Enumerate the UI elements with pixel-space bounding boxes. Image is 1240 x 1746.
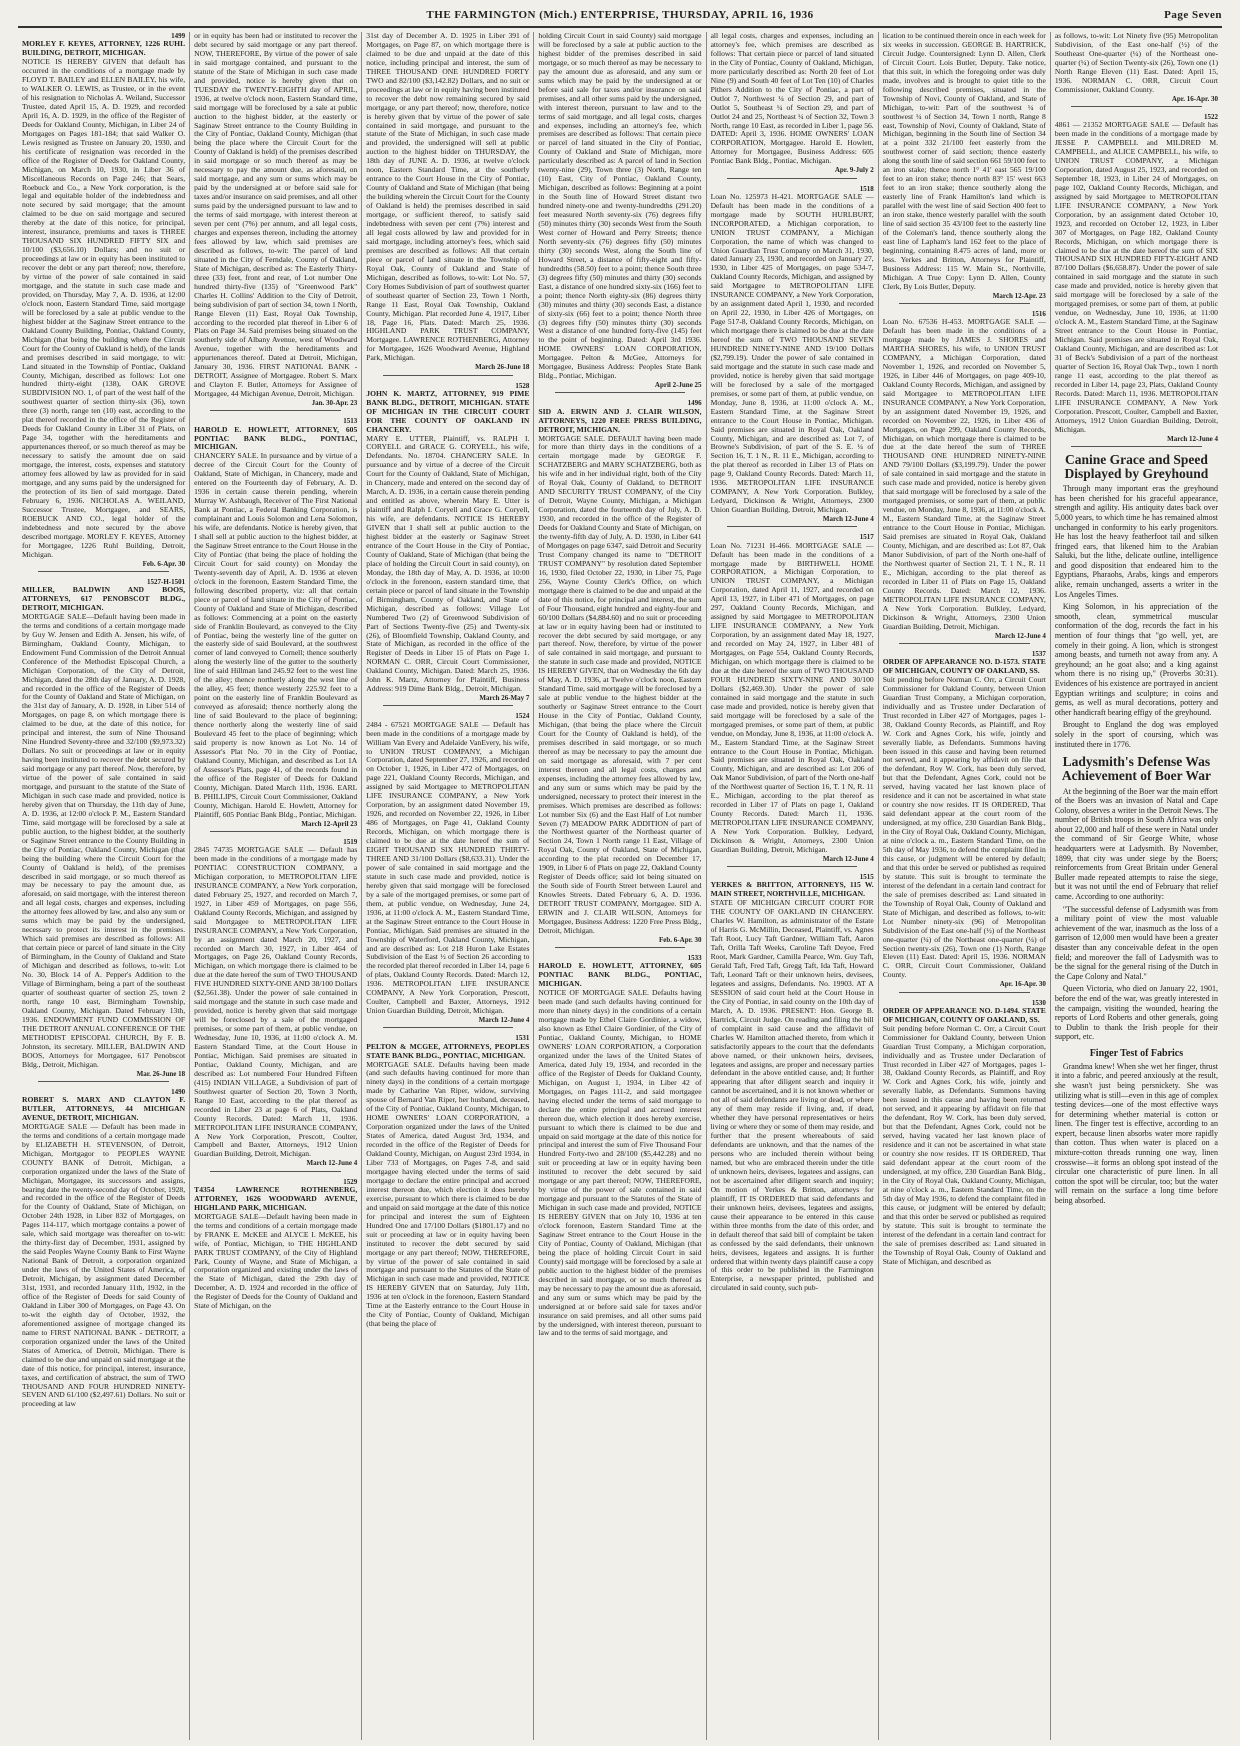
notice-divider [555,392,686,393]
notice-number: 1517 [859,533,874,542]
legal-notice [194,1178,357,1312]
notice-body: CHANCERY SALE. In pursuance and by virtue of a decree of the Circuit Court for the County of Oakland, State of Michigan, in Chancery, made and entered on the Fourteenth day of February, A. D. 1936 in certain cause therein pending, wherein Murray W. Ashbaugh, Receiver of The First National Bank at Pontiac, a Federal Banking Corporation, is complainant and Louis Solomon and Lena Solomon, his wife, are defendants. Notice is hereby given, that I shall sell at public auction to the highest bidder, at the Saginaw Street entrance to the Court House in the City of Pontiac (that being the place of holding the Circuit Court for said county) on Monday the Twenty-seventh day of April, A. D. 1936 at eleven o'clock in the forenoon, Eastern Standard Time, the following described property, viz: all that certain piece or parcel of land situate in the City of Pontiac, County of Oakland and State of Michigan, described as follows: Commencing at a point on the easterly side of Franklin Boulevard, as conveyed to the City of Pontiac, being the westerly line of the gutter on the easterly side of said Boulevard, at the southwest corner of land conveyed to Cornell; thence southerly along the westerly line of the gutter to the southerly line of said Hillman land 245.92 feet to the west line of the alley; thence northerly along the west line of the alley, 45 feet; thence westerly 225.92 feet to a point on the easterly line of Franklin Boulevard as conveyed as aforesaid; thence northerly along the line of said Boulevard to the place of beginning; thence northerly along the westerly line of said Boulevard 45 feet to the place of beginning; which said property is now known as Lot No. 14 of Assessor's Plat No. 70 in the City of Pontiac, Oakland County, Michigan, and described as Lot 1A of Assessor's Plats, page 41, of the records found in the office of the Register of Deeds for Oakland County, Michigan. Dated March 11th, 1936. EARL B. PHILLIPS, Circuit Court Commissioner, Oakland County, Michigan. Harold E. Howlett, Attorney for Plaintiff, 605 Pontiac Bank Bldg., Pontiac, Michigan. [194,451,358,819]
notice-run-dates: Jan. 30-Apr. 23 [311,399,358,408]
notice-number: 1496 [687,399,702,408]
notice-divider [210,410,341,411]
notice-run-dates: Feb. 6-Apr. 30 [142,559,186,568]
notice-divider [727,526,858,527]
notice-divider [383,1027,514,1028]
feature-paragraph: Grandma knew! When she wet her finger, thrust it into a fabric, and peered anxiously at the result, she wasn't just being persnickety. She was utilizing what is still—even in this age of complex testing devices—one of the most effective ways for determining whether material is cotton or linen. The finger test is effective, according to an expert, because linen absorbs water more rapidly than cotton. Thus when water is placed on a mixture-cotton threads running one way, linen crosswise—it forms an oblong spot instead of the circular one characteristic of pure linen. In all cotton the spot will be circular, too; but the water will remain on the surface a long time before being absorbed. [1054,1061,1218,1206]
legal-notice [538,954,701,1338]
notice-heading: JOHN K. MARTZ, ATTORNEY, 919 PIME BANK BLDG., DETROIT, MICHIGAN. STATE OF MICHIGAN IN THE CIRCUIT COURT FOR THE COUNTY OF OAKLAND IN CHANCERY. [366,388,530,434]
notice-run-dates: March 12-June 4 [1167,434,1218,443]
columns [18,32,1222,1740]
notice-divider [383,375,514,376]
notice-divider [899,303,1030,304]
notice-body: lication to be continued therein once in each week for six weeks in succession. GEORGE B. HARTRICK, Circuit Judge. Countersigned: Lynn D. Allen, Clerk of Circuit Court. Lois Butler, Deputy. Take notice, that this suit, in which the foregoing order was duly made, involves and is brought to quiet title to the following described premises, situated in the Township of Novi, County of Oakland, and State of Michigan, to-wit: Part of the southwest ¼ of southwest ¼ of Section 34, Town 1 north, Range 8 east, Township of Novi, County of Oakland, State of Michigan, beginning in the South line of Section 34 at a point 332 21/100 feet easterly from the southwest corner of said section; thence easterly along the south line of said section 661 59/100 feet to an iron stake; thence north 1° 41' east 565 19/100 feet to an iron stake; thence north 83° 15' west 663 feet to an iron stake; thence southerly along the easterly line of Frank Hamilton's land which is parallel with the west line of said Section 400 feet to an iron stake, thence westerly parallel with the south line of said section 35 43/100 feet to the easterly line of the Coleman's land, thence southerly along the east line of Lapham's land 162 feet to the place of beginning, containing 8.475 acres of land, more or less. Yerkes and Britton, Attorneys for Plaintiff, Business Address: 115 W. Main St., Northville, Michigan. A True Copy: Lynn D. Allen, County Clerk, By Lois Butler, Deputy. [882,32,1046,291]
legal-notice [538,32,701,393]
notice-heading: YERKES & BRITTON, ATTORNEYS, 115 W. MAIN STREET, NORTHVILLE, MICHIGAN. [710,880,874,899]
feature-greyhound [1055,453,1218,749]
notice-run-dates: Apr. 16-Apr. 30 [999,980,1046,989]
notice-run-dates: Feb. 6-Apr. 30 [659,935,702,944]
notice-divider [899,992,1030,993]
column-1 [18,32,190,1740]
column-2 [190,32,362,1740]
notice-body: holding Circuit Court in said County) said mortgage will be foreclosed by a sale at public auction to the highest bidder of the premises described in said mortgage, or so much thereof as may be necessary to pay the amount due as aforesaid, and any sum or sums which may be paid by the undersigned at or before said sale for taxes and/or insurance on said premises, and all other sums paid by the undersigned, with interest thereon, pursuant to law and to the terms of said mortgage, and all legal costs, charges and expenses, including an attorney's fee, which premises are described as follows: That certain piece or parcel of land situated in the City of Pontiac, County of Oakland and State of Michigan, more particularly described as: A parcel of land in Section twenty-nine (29), Town three (3) North, Range ten (10) East, City of Pontiac, Oakland County, Michigan, described as follows: Beginning at a point in the South line of Howard Street distant two hundred ninety-one and twenty-hundredths (291.20) feet measured North seventy-six (76) degrees fifty (50) minutes thirty (30) seconds West from the South West corner of Howard and Perry Streets; thence North seventy-six (76) degrees fifty (50) minutes thirty (30) seconds West, along the South line of Howard Street, a distance of fifty-eight and fifty-hundredths (58.50) feet to a point; thence South three (3) degrees fifty (50) minutes and thirty (30) seconds East, a distance of one hundred sixty-six (166) feet to a point; thence North eighty-six (86) degrees thirty (30) minutes and thirty (30) seconds East, a distance of sixty-six (66) feet to a point; thence North three (3) degrees fifty (50) minutes thirty (30) seconds West a distance of one hundred forty-five (145) feet to the point of beginning. Dated: April 3rd 1936. HOME OWNERS' LOAN CORPORATION, Mortgagee. Pelton & McGee, Attorneys for Mortgagee, Business Address: Peoples State Bank Bldg., Pontiac, Michigan. [538,32,702,381]
notice-run-dates: April 2-June 25 [654,381,702,390]
notice-run-dates: Apr. 9-July 2 [834,166,874,175]
notice-body: MARY E. UTTER, Plaintiff, vs. RALPH I. CORYELL and GRACE G. CORYELL, his wife, Defendants. No. 18704. CHANCERY SALE. In pursuance and by virtue of a decree of the Circuit Court for the County of Oakland, State of Michigan, in Chancery, made and entered on the second day of March, A. D. 1936, in a certain cause therein pending and entitled as above, wherein Mary E. Utter is plaintiff and Ralph I. Coryell and Grace G. Coryell, his wife, are defendants. NOTICE IS HEREBY GIVEN that I shall sell at public auction to the highest bidder at the easterly or Saginaw Street entrance of the Court House in the City of Pontiac, County of Oakland, State of Michigan (that being the place of holding the Circuit Court in said county), on Monday, the 18th day of May, A. D. 1936, at 10:00 o'clock in the forenoon, eastern standard time, that certain piece or parcel of land situate in the Township of Birmingham, County of Oakland, and State of Michigan, described as follows: Village Lot Numbered Two (2) of Greenwood Subdivision of Part of Sections Twenty-five (25) and Twenty-six (26), of Bloomfield Township, Oakland County, and State of Michigan, as recorded in the office of the Register of Deeds in Liber 15 of Plats on Page 1. NORMAN C. ORR, Circuit Court Commissioner, Oakland County, Michigan. Dated: March 25, 1936. John K. Martz, Attorney for Plaintiff, Business Address: 919 Dime Bank Bldg., Detroit, Michigan. [366,433,530,694]
notice-divider [38,1081,169,1082]
notice-body: MORTGAGE SALE. DEFAULT having been made for more than thirty days in the conditions of a certain mortgage made by GEORGE F. SCHATZBERG and MARY SCHATZBERG, both as his wife and in her individual right, both of the City of Royal Oak, County of Oakland, to DETROIT AND SECURITY TRUST COMPANY, of the City of Detroit, Wayne County, Michigan, a Michigan Corporation, dated the fourteenth day of July, A. D. 1930, and recorded in the office of the Register of Deeds for Oakland County and State of Michigan, on the twenty-fifth day of July, A. D. 1930, in Liber 641 of Mortgages on page 6347, said Detroit and Security Trust Company changed its name to "DETROIT TRUST COMPANY" by resolution dated September 16, 1930, filed October 22, 1930, in Liber 75, Page 256, Wayne County Clerk's Office, on which mortgage there is claimed to be due and unpaid at the date of this notice, for principal and interest, the sum of Four Thousand, eight hundred and eighty-four and 60/100 Dollars ($4,884.60) and no suit or proceeding at law or in equity having been had or instituted to recover the debt secured by said mortgage, or any part thereof. Now, therefore, by virtue of the power of sale contained in said mortgage, and pursuant to the statute in such case made and provided, NOTICE IS HEREBY GIVEN, that on Wednesday the 6th day of May, A. D. 1936, at Twelve o'clock noon, Eastern Standard Time, said mortgage will be foreclosed by a sale at public vendue to the highest bidder at the southerly or Saginaw Street entrance to the Court House in the City of Pontiac, Oakland County, Michigan, (that being the place where the Circuit Court for the County of Oakland is held), of the premises described in said mortgage, or so much thereof as may be necessary to pay the amount due on said mortgage as aforesaid, with 7 per cent interest thereon and all legal costs, charges and expenses, including the attorney fees allowed by law, and any sum or sums which may be paid by the undersigned, necessary to protect their interest in the premises. Which premises are described as follows: Lot number Six (6) and the East Half of Lot number Seven (7) MEADOW PARK ADDITION of part of the Northwest quarter of the Northeast quarter of Section 24, Town 1 North range 11 East, Village of Royal Oak, County of Oakland, State of Michigan, according to the plat recorded on December 17, 1909, in Liber 6 of Plats on page 22, Oakland County Register of Deeds office; said lot being situated on the South side of Fourth Street between Laurel and Knowles Streets. Dated February 6, A. D. 1936. DETROIT TRUST COMPANY, Mortgagee. SID A. ERWIN and J. CLAIR WILSON, Attorneys for Mortgagee, Business Address: 1220 Free Press Bldg., Detroit, Michigan. [538,433,702,935]
feature-paragraph: Through many important eras the greyhound has been cherished for his graceful appearance, strength and agility. His antiquity dates back over 5,000 years, to which time he has remained almost unchanged in conformity to his early progenitors. He has lost the heavy featherfoot tail and silken fringed ears, that likened him to the Arabian Saluki, but the lithe, delicate outline, intelligence and good disposition that endeared him to the Egyptians, Pharaohs, Arabs, kings and emperors alike, remain unchanged, asserts a writer in the Los Angeles Times. [1054,484,1218,599]
notice-body: Suit pending before Norman C. Orr, a Circuit Court Commissioner for Oakland County, between Union Guardian Trust Company, a Michigan corporation, individually and as Trustee under Declaration of Trust recorded in Liber 427 of Mortgages, pages 1-38, Oakland County Records, as Plaintiff, and Roy W. Cork and Agnes Cork, his wife, jointly and severally liable, as Defendants. Summons having been issued in this cause and having been returned not served, and it appearing by affidavit on file that the defendant, Roy W. Cork, has been duly served, but that the Defendant, Agnes Cork, could not be served, having vacated her last known place of residence and it can not be ascertained in what state or country she now resides. IT IS ORDERED, That said defendant appear at the court room of the undersigned, at my office, 230 Guardian Bank Bldg., in the City of Royal Oak, Oakland County, Michigan, at nine o'clock a. m., Eastern Standard Time, on the 5th day of May 1936, to defend the complaint filed in this cause, or judgment will be entered by default; and that this order be served or published as required by statute. This suit is brought to terminate the interest of the defendant in a certain land contract for the sale of premises described as: Land situated in the Township of Royal Oak, County of Oakland and State of Michigan, and described as [882,1023,1046,1266]
column-6 [879,32,1051,1740]
legal-notice [194,417,357,831]
feature-title: Finger Test of Fabrics [1089,1047,1184,1059]
legal-notice [366,382,529,707]
notice-run-dates: Apr. 16-Apr. 30 [1171,94,1218,103]
notice-body: Loan No. 71231 H-466. MORTGAGE SALE — Default has been made in the conditions of a mortgage made by BIRTHWELL HOME CORPORATION, a Michigan Corporation, to UNION TRUST COMPANY, a Michigan Corporation, dated April 11, 1927, and recorded on April 13, 1927, in Liber 471 of Mortgages, on page 297, Oakland County Records, Michigan, and assigned by said Mortgagee to METROPOLITAN LIFE INSURANCE COMPANY, a New York Corporation, by an assignment dated May 18, 1927, and recorded on May 24, 1927, in Liber 481 of Mortgages, on Page 554, Oakland County Records, Michigan, on which mortgage there is claimed to be due at the date hereof the sum of TWO THOUSAND FOUR HUNDRED SIXTY-NINE AND 30/100 Dollars ($2,469.30). Under the power of sale contained in said mortgage and the statute in such case made and provided, notice is hereby given that said mortgage will be foreclosed by a sale of the mortgaged premises, or some part of them, at public vendue, on Monday, June 8, 1936, at 11:00 o'clock A. M., Eastern Standard Time, at the Saginaw Street entrance to the Court House in Pontiac, Michigan. Said premises are situated in Royal Oak, Oakland County, Michigan, and are described as: Lot 206 of Oak Manor Subdivision, of part of the North one-half of the Northwest quarter of Section 16, T. 1 N, R. 11 E., Michigan, according to the plat thereof as recorded in Liber 17 of Plats on page 1, Oakland County Records. Dated: March 11, 1936. METROPOLITAN LIFE INSURANCE COMPANY, A New York Corporation. Bulkley, Ledyard, Dickinson & Wright, Attorneys, 2300 Union Guardian Building, Detroit, Michigan. [710,540,874,855]
legal-notice [883,310,1046,644]
notice-number: 1522 [1203,112,1218,121]
notice-body: NOTICE OF MORTGAGE SALE. Defaults having been made (and such defaults having continued for more than ninety days) in the conditions of a certain mortgage made by Ethel Claire Gordinier, a widow, also known as Ethel Claire Gordinier, of the City of Pontiac, Oakland County, Michigan, to HOME OWNERS' LOAN CORPORATION, a Corporation organized under the laws of the United States of America, dated July 19, 1934, and recorded in the office of the Register of Deeds for Oakland County, Michigan, on August 1, 1934, in Liber 42 of Mortgages, on Pages 111-2, and said mortgagee having elected under the terms of said mortgage to declare the entire principal and accrued interest thereon due, which election it does hereby exercise, pursuant to which there is claimed to be due and unpaid on said mortgage at the date of this notice for principal and interest the sum of Five Thousand Four Hundred Forty-two and 28/100 ($5,442.28) and no suit or proceeding at law or in equity having been instituted to recover the debt secured by said mortgage or any part thereof; NOW, THEREFORE, by virtue of the power of sale contained in said mortgage and pursuant to the Statutes of the State of Michigan in such case made and provided, NOTICE IS HEREBY GIVEN that on July 10, 1936 at ten o'clock forenoon, Eastern Standard Time at the Saginaw Street entrance to the Court House in the City of Pontiac, County of Oakland, Michigan (that being the place of holding Circuit Court in said County) said mortgage will be foreclosed by a sale at public auction to the highest bidder of the premises described in said mortgage, or so much thereof as may be necessary to pay the amount due as aforesaid, and any sum or sums which may be paid by the undersigned at or before said sale for taxes and/or insurance on said premises, and all other sums paid by the undersigned, with interest thereon, pursuant to law and to the terms of said mortgage, and [538,988,702,1338]
notice-divider [727,866,858,867]
notice-divider [210,1171,341,1172]
notice-run-dates: March 12-June 4 [822,854,874,863]
notice-body: MORTGAGE SALE—Default having been made in the terms and conditions of a certain mortgage made by Guy W. Jensen and Edith A. Jensen, his wife, of Birmingham, Oakland County, Michigan, to Endowment Fund Commission of the Detroit Annual Conference of the Methodist Episcopal Church, a Michigan Corporation, of the City of Detroit, Michigan, dated the 28th day of January, A. D. 1928, and recorded in the office of the Register of Deeds for the County of Oakland and State of Michigan, on the 31st day of January, A. D. 1928, in Liber 514 of Mortgages, on page 8, on which mortgage there is claimed to be due, at the date of this notice, for principal and interest, the sum of Nine Thousand Nine Hundred Seventy-three and 32/100 ($9,973.32) Dollars. No suit or proceedings at law or in equity having been instituted to recover the debt secured by said mortgage or any part thereof. Now, therefore, by virtue of the power of sale contained in said mortgage, and pursuant to the statute of the State of Michigan in such case made and provided, notice is hereby given that on Thursday, the 11th day of June, A. D. 1936, at 12:00 o'clock P. M., Eastern Standard Time, said mortgage will be foreclosed by a sale at public auction, to the highest bidder, at the southerly or Saginaw Street entrance to the County Building in the City of Pontiac, Oakland County, Michigan (that being the building where the Circuit Court for the County of Oakland is held), of the premises described in said mortgage, or so much thereof as may be necessary to pay the amount due, as aforesaid, on said mortgage, with the interest thereon and all legal costs, charges and expenses, including the attorney fees allowed by law, and also any sum or sums which may be paid by the undersigned, necessary to protect its interest in the premises. Which said premises are described as follows: All that certain piece or parcel of land situate in the City of Birmingham, in the County of Oakland and State of Michigan and described as follows, to-wit: Lot No. 30, Block 14 of A. Pepper's Addition to the Village of Birmingham, being a part of the southeast quarter of southeast quarter of section 25, town 2 north, range 10 east, Birmingham Township, Oakland County, Michigan. Dated February 13th, 1936. ENDOWMENT FUND COMMISSION OF THE DETROIT ANNUAL CONFERENCE OF THE METHODIST EPISCOPAL CHURCH, By F. B. Johnston, its secretary. MILLER, BALDWIN AND BOOS, Attorneys for Mortgagee, 617 Penobscot Bldg., Detroit, Michigan. [22,611,186,1069]
notice-run-dates: March 26-June 18 [475,363,530,372]
column-7 [1051,32,1222,1740]
notice-heading: HAROLD E. HOWLETT, ATTORNEY, 605 PONTIAC BANK BLDG., PONTIAC, MICHIGAN. [194,424,358,452]
legal-notice [711,873,874,1293]
legal-notice [711,185,874,528]
notice-divider [1071,446,1202,447]
legal-notice [22,32,185,572]
legal-notice [366,32,529,376]
notice-body: Suit pending before Norman C. Orr, a Circuit Court Commissioner for Oakland County, between Union Guardian Trust Company, a Michigan corporation, individually and as Trustee under Declaration of Trust recorded in Liber 427 of Mortgages, pages 1-38, Oakland County Records, as Plaintiff, and Roy W. Cork and Agnes Cork, his wife, jointly and severally liable, as Defendants. Summons having been issued in this cause and having been returned not served, and it appearing by affidavit on file that the defendant, Roy W. Cork, has been duly served, but that the Defendant, Agnes Cork, could not be served, having vacated her last known place of residence and it can not be ascertained in what state or country she now resides. IT IS ORDERED, That said defendant appear at the court room of the undersigned, at my office, 230 Guardian Bank Bldg., in the City of Royal Oak, Oakland County, Michigan, at nine o'clock a. m., Eastern Standard Time, on the 5th day of May 1936, to defend the complaint filed in this cause, or judgment will be entered by default; and that this order be served or published as required by statute. This suit is brought to terminate the interest of the defendant in a certain land contract for the sale of premises described as: Land situated in the Township of Royal Oak, County of Oakland and State of Michigan, and described as follows, to-wit: Lot Number ninety-six (96) of Metropolitan Subdivision of the East one-half (½) of the Northeast one-quarter (¼) of the Northeast one-quarter (¼) of Section twenty-six (26), Town one (1) North, Range Eleven (11) East. Dated: April 15, 1936. NORMAN C. ORR, Circuit Court Commissioner, Oakland County. [882,674,1046,980]
notice-number: 1529 [343,1177,358,1186]
notice-run-dates: March 12-June 4 [478,1016,530,1025]
notice-run-dates: March 12-June 4 [306,1159,358,1168]
notice-number: 1490 [171,1087,186,1096]
legal-notice [711,32,874,179]
legal-notice [711,533,874,867]
notice-number: 1530 [1031,998,1046,1007]
notice-number: 1528 [515,381,530,390]
column-4 [534,32,706,1740]
notice-body: NOTICE IS HEREBY GIVEN that default has occurred in the conditions of a mortgage made by FLOYD T. BAILEY and ELLEN BAILEY, his wife, to WALKER O. LEWIS, as Trustee, or in the event of his resignation to Nicholas A. Weiland, Successor Trustee, dated April 15, A. D. 1929, and recorded April 16, A. D. 1929, in the office of the Register of Deeds for Oakland County, Michigan, in Liber 24 of Mortgages on Pages 181-184; that said Walker O. Lewis resigned as Trustee on January 20, 1930, and his certificate of resignation was recorded in the office of the Register of Deeds for Oakland County, Michigan, on March 10, 1930, in Liber 36 of Miscellaneous Records on Page 246; that Sears, Roebuck and Co., a New York corporation, is the legal and equitable holder of the indebtedness and note secured by said mortgage; that the amount claimed to be due on said mortgage and secured thereby at the date of this notice, for principal, interest, insurance, premiums and taxes is THREE THOUSAND SIX HUNDRED FIFTY SIX and 10/100 ($3,656.10) Dollars; and no suit or proceedings at law or in equity has been instituted to recover the debt or any part thereof; now, therefore, by virtue of the power of sale contained in said mortgage, and the statute in such case made and provided, on Thursday, May 7, A. D. 1936, at 12:00 o'clock noon, Eastern Standard Time, said mortgage will be foreclosed by a sale at public vendue to the highest bidder at the Saginaw Street entrance to the Oakland County Building, Pontiac, Oakland County, Michigan (that being the building where the Circuit Court for the County of Oakland is held), of the lands and premises described in said mortgage, to wit: Land situated in the Township of Pontiac, Oakland County, Michigan, described as follows: Lot one hundred thirty-eight (138), OAK GROVE SUBDIVISION NO. 1, of part of the west half of the southwest quarter of section thirty-six (36), town three (3) north, range ten (10) east, according to the plat thereof recorded in the office of the Register of Deeds for Oakland County in Liber 31 of Plats, on Page 34, together with the hereditaments and appurtenances thereof, or so much thereof as may be necessary to satisfy the amount due on said mortgage, the interest, costs, expenses and statutory attorney fees allowed by law as provided for in said mortgage, and any sums paid by the undersigned for the protection of its lien of said mortgage. Dated February 6, 1936. NICHOLAS A. WEILAND, Successor Trustee, Mortgagee, and SEARS, ROEBUCK AND CO., legal holder of the indebtedness and note secured by the above described mortgage. MORLEY F. KEYES, Attorney for Mortgagee, 1226 Ruhl Building, Detroit, Michigan. [22,57,186,559]
notice-body: 2484 - 67521 MORTGAGE SALE — Default has been made in the conditions of a mortgage made by William Van Every and Adelaide VanEvery, his wife, to UNION TRUST COMPANY, a Michigan Corporation, dated September 27, 1926, and recorded on October 1, 1926, in Liber 472 of Mortgages, on page 221, Oakland County Records, Michigan, and assigned by said Mortgagee to METROPOLITAN LIFE INSURANCE COMPANY, a New York Corporation, by an assignment dated November 19, 1926, and recorded on November 22, 1926, in Liber 486 of Mortgages, on Page 41, Oakland County Records, Michigan, on which mortgage there is claimed to be due at the date hereof the sum of EIGHT THOUSAND SIX HUNDRED THIRTY-THREE AND 31/100 Dollars ($8,633.31). Under the power of sale contained in said mortgage and the statute in such case made and provided, notice is hereby given that said mortgage will be foreclosed by a sale of the mortgaged premises, or some part of them, at public vendue, on Wednesday, June 24, 1936, at 11:00 o'clock A. M., Eastern Standard Time, at the Saginaw Street entrance to the Court House in Pontiac, Michigan. Said premises are situated in the Township of Waterford, Oakland County, Michigan, and are described as: Lot 218 Huron Lake Estates Subdivision of the East ½ of Section 26 according to the recorded plat thereof recorded in Liber 14, page 6 of plats, Oakland County Records. Dated: March 12, 1936. METROPOLITAN LIFE INSURANCE COMPANY, A New York Corporation, Prescott, Coulter, Campbell and Baxter, Attorneys, 1912 Union Guardian Building, Detroit, Michigan. [366,719,530,1016]
notice-divider [899,643,1030,644]
notice-run-dates: March 12-June 4 [822,515,874,524]
legal-notice [883,32,1046,304]
column-3 [362,32,534,1740]
feature-paragraph: King Solomon, in his appreciation of the smooth, clean, symmetrical muscular conformation of the dog, records the fact in his mention of four things that "go well, yet, are comely in their going. A lion, which is strongest among beasts, and turneth not away from any. A greyhound; an he goat also; and a king against whom there is no rising up," (Proverbs 30:31). Evidences of his existence are portrayed in ancient Egyptian writings and sculpture; in coins and gems, as well as mural decorations, pottery and other handicraft bearing effigy of the greyhound. [1054,602,1218,717]
notice-body: MORTGAGE SALE — Default has been made in the terms and conditions of a certain mortgage made by ELIZABETH H. STEVENSON, of Detroit, Michigan, Mortgagor to PEOPLES WAYNE COUNTY BANK of Detroit, Michigan, a corporation organized under the laws of the State of Michigan, Mortgagee, its successors and assigns, bearing date the twenty-second day of October, 1928, and recorded in the office of the Register of Deeds for the County of Oakland, State of Michigan, on October 24th 1928, in Liber 832 of Mortgages, on Pages 114-117, which mortgage contains a power of sale, which said mortgage was thereafter on to-wit: the thirty-first day of December, 1931, assigned by the said Peoples Wayne County Bank to First Wayne National Bank of Detroit, a corporation organized under the laws of the United States of America, of Detroit, Michigan, by assignment dated December 31st, 1931, and recorded January 11th, 1932, in the office of the Register of Deeds for said County of Oakland in Liber 300 of Mortgages, on Page 43. On to-wit the eighth day of October, 1932, the aforementioned assignee of mortgage changed its name to FIRST NATIONAL BANK - DETROIT, a corporation organized under the laws of the United States of America, of Detroit, Michigan. There is claimed to be due and unpaid on said mortgage at the date of this notice, for principal, interest, insurance, taxes, and certification of abstract, the sum of TWO THOUSAND AND FOUR HUNDRED NINETY-SEVEN AND 61/100 ($2,497.61) Dollars. No suit or proceeding at law [22,1121,186,1409]
feature-paragraph: At the beginning of the Boer war the main effort of the Boers was an invasion of Natal and Cape Colony, observes a writer in the Detroit News. The number of British troops in South Africa was only about 22,000 and half of these were in Natal under the command of Sir George White, whose headquarters were at Ladysmith. By November, 1899, that city was under siege by the Boers; reinforcements from Great Britain under General Buller made repeated attempts to raise the siege, but it was not until the end of February that relief came. According to one authority: [1054,786,1218,902]
legal-notice [366,712,529,1028]
notice-body: 31st day of December A. D. 1925 in Liber 391 of Mortgages, on Page 87, on which mortgage there is claimed to be due and unpaid at the date of this notice, including principal and interest, the sum of THREE THOUSAND ONE HUNDRED FORTY TWO and 82/100 ($3,142.82) Dollars, and no suit or proceedings at law or in equity having been instituted to recover the debt now remaining secured by said mortgage, or any part thereof; now, therefore, notice is hereby given that by virtue of the power of sale contained in said mortgage, and pursuant to the statute of the State of Michigan, in such case made and provided, the undersigned will sell at public auction to the highest bidder on THURSDAY, the 18th day of JUNE A. D. 1936, at twelve o'clock noon, Eastern Standard Time, at the southerly entrance to the Court House in the City of Pontiac, County of Oakland and State of Michigan (that being the building wherein the Circuit Court for the County of Oakland is held) the premises described in said mortgage, or sufficient thereof, to satisfy said indebtedness with seven per cent (7%) interest and all legal costs allowed by law and provided for in said mortgage, including attorney's fees, which said premises are described as follows: All that certain piece or parcel of land situate in the Township of Royal Oak, County of Oakland and State of Michigan, described as follows, to-wit: Lot No. 57, Cory Homes Subdivision of part of southwest quarter of southeast quarter of Section 23, Town 1 North, Range 11 East, Royal Oak Township, Oakland County, Michigan. Plat recorded June 4, 1917, Liber 18, Page 16, Plats. Dated: March 25, 1936. HIGHLAND PARK TRUST COMPANY, Mortgagee. LAWRENCE ROTHENBERG, Attorney for Mortgagee, 1626 Woodward Avenue, Highland Park, Michigan. [366,32,530,363]
notice-heading: ORDER OF APPEARANCE NO. D-1573. STATE OF MICHIGAN, COUNTY OF OAKLAND, SS. [882,657,1046,675]
notice-number: 1537 [1031,649,1046,658]
notice-number: 1499 [171,32,186,40]
notice-divider [38,571,169,572]
notice-run-dates: March 12-June 4 [995,631,1046,640]
notice-run-dates: March 12-April 23 [301,819,358,828]
notice-number: 1518 [859,184,874,193]
legal-notice [194,838,357,1172]
legal-notice [22,578,185,1082]
feature-paragraph: "The successful defense of Ladysmith was from a military point of view the most valuable achievement of the war, inasmuch as the loss of a garrison of 12,000 men would have been a greater disaster than any conceivable defeat in the open field; and moreover the fall of Ladysmith was to be the signal for the general rising of the Dutch in the Cape Colony and Natal." [1054,904,1218,981]
notice-divider [210,831,341,832]
notice-divider [383,705,514,706]
notice-heading: PELTON & MCGEE, ATTORNEYS, PEOPLES STATE BANK BLDG., PONTIAC, MICHIGAN. [366,1041,530,1060]
notice-heading: SID A. ERWIN AND J. CLAIR WILSON, ATTORNEYS, 1220 FREE PRESS BUILDING, DETROIT, MICHIGAN. [538,406,702,434]
legal-notice [883,650,1046,993]
newspaper-title: THE FARMINGTON (Mich.) ENTERPRISE, THURSDAY, APRIL 16, 1936 [426,9,814,21]
masthead [18,4,1222,28]
legal-notice [1055,32,1218,107]
notice-body: all legal costs, charges and expenses, including an attorney's fee, which premises are described as follows: That certain piece or parcel of land situated in the City of Pontiac, County of Oakland, Michigan, more particularly described as: North 20 feet of Lot Nine (9) and South 40 feet of Lot Ten (10) of Charles Pithers Addition to the City of Pontiac, a part of Outlot 7, Northwest ¼ of Section 29, and part of Outlot 5, Southeast ¼ of Section 29, and part of Outlot 24 and 25, Northeast ¼ of Section 32, Town 3 North, range 10 East, as recorded in Liber 1, page 56. DATED: April 3, 1936. HOME OWNERS' LOAN CORPORATION, Mortgagee. Harold E. Howlett, Attorney for Mortgagee, Business Address: 605 Pontiac Bank Bldg., Pontiac, Michigan. [710,32,874,166]
notice-body: MORTGAGE SALE—Default having been made in the terms and conditions of a certain mortgage made by FRANK E. McKEE and ALYCE I. McKEE, his wife, of Pontiac, Michigan, to THE HIGHLAND PARK TRUST COMPANY, of the City of Highland Park, County of Wayne, and State of Michigan, a corporation organized and existing under the laws of the State of Michigan, dated the 29th day of December, A. D. 1924 and recorded in the office of the Register of Deeds for the County of Oakland and State of Michigan, on the [194,1211,358,1311]
feature-paragraph: Queen Victoria, who died on January 22, 1901, before the end of the war, was greatly interested in the campaign, visiting the wounded, hearing the reports of Lord Roberts and other generals, going to Dublin to thank the Irish people for their support, etc. [1054,984,1218,1042]
legal-notice [22,1088,185,1410]
notice-number: 1515 [859,873,874,882]
notice-body: Loan No. 67536 H-453. MORTGAGE SALE — Default has been made in the conditions of a mortgage made by JAMES J. SHORES and MARTHA SHORES, his wife, to UNION TRUST COMPANY, a Michigan Corporation, dated November 1, 1926, and recorded on November 5, 1926, in Liber 446 of Mortgages, on page 409-10, Oakland County Records, Michigan, and assigned by said Mortgagee to METROPOLITAN LIFE INSURANCE COMPANY, a New York Corporation, by an assignment dated November 19, 1926, and recorded on November 22, 1926, in Liber 436 of Mortgages, on Page 299, Oakland County Records, Michigan, on which mortgage there is claimed to be due at the date hereof the sum of THREE THOUSAND ONE HUNDRED NINETY-NINE AND 79/100 Dollars ($3,199.79). Under the power of sale contained in said mortgage and the statute in such case made and provided, notice is hereby given that said mortgage will be foreclosed by a sale of the mortgaged premises, or some part of them, at public vendue, on Monday, June 8, 1936, at 11:00 o'clock A. M., Eastern Standard Time, at the Saginaw Street entrance to the Court House in Pontiac, Michigan. Said premises are situated in Royal Oak, Oakland County, Michigan, and are described as: Lot 87, Oak Manor Subdivision, of part of the North one-half of the Northwest quarter of Section 21, T. 1 N., R. 11 E., Michigan, according to the plat thereof as recorded in Liber 11 of Plats on Page 15, Oakland County Records. Dated: March 12, 1936. METROPOLITAN LIFE INSURANCE COMPANY, A New York Corporation. Bulkley, Ledyard, Dickinson & Wright, Attorneys, 2300 Union Guardian Building, Detroit, Michigan. [882,317,1046,631]
notice-heading: MORLEY F. KEYES, ATTORNEY, 1226 RUHL BUILDING, DETROIT, MICHIGAN. [22,39,186,58]
notice-number: 1516 [1031,309,1046,318]
column-7-notices [1055,32,1218,447]
notice-number: 1533 [687,954,702,963]
notice-run-dates: March 26-May 7 [479,694,530,703]
notice-divider [727,178,858,179]
legal-notice [194,32,357,411]
legal-notice [1055,113,1218,447]
legal-notice [538,399,701,948]
feature-title: Canine Grace and Speed Displayed by Greyhound [1064,451,1209,481]
notice-body: as follows, to-wit: Lot Ninety five (95) Metropolitan Subdivision, of the East one-half (½) of the Southeast One-quarter (¼) of the Northeast one-quarter (¼) of Section Twenty-six (26), Town one (1) North Range Eleven (11) East. Dated: April 15, 1936. NORMAN C. ORR, Circuit Court Commissioner, Oakland County. [1054,32,1218,94]
notice-number: 1513 [343,417,358,426]
feature-finger-test [1055,1048,1218,1206]
feature-paragraph: Brought to England the dog was employed solely in the sport of coursing, which was instituted there in 1776. [1054,720,1218,749]
notice-body: or in equity has been had or instituted to recover the debt secured by said mortgage or any part thereof. NOW, THEREFORE, By virtue of the power of sale in said mortgage contained, and pursuant to the statute of the State of Michigan in such case made and provided, notice is hereby given that on TUESDAY the TWENTY-EIGHTH day of APRIL, 1936, at twelve o'clock noon, Eastern Standard time, said mortgage will be foreclosed by a sale at public auction to the highest bidder, at the easterly or Saginaw Street entrance to the County Building in the City of Pontiac, Oakland County, Michigan (that being the place where the Circuit Court for the County of Oakland is held) of the premises described in said mortgage or so much thereof as may be necessary to pay the amount due, as aforesaid, on said mortgage, and any sum or sums which may be paid by the undersigned at or before said sale for taxes and/or insurance on said premises, and all other sums paid by the undersigned pursuant to law and to the terms of said mortgage, with interest thereon at seven per cent (7%) per annum, and all legal costs, charges and expenses thereon, including the attorney fees allowed by law, which said premises are described as follows, to-wit: The parcel of land situated in the City of Ferndale, County of Oakland, State of Michigan, described as: The Easterly Thirty-three (33) feet, front and rear, of Lot number One hundred thirty-five (135) of "Greenwood Park" Charles H. Collins' Addition to the City of Detroit, being subdivision of part of section 34, town 1 North, Range Eleven (11) East, Royal Oak Township, according to the recorded plat thereof in Liber 6 of Plats on Page 34. Said premises being situated on the southerly side of Albany Avenue, west of Woodward Avenue, together with the hereditaments and appurtenances thereof. Dated at Detroit, Michigan, January 30, 1936. FIRST NATIONAL BANK - DETROIT, Assignee of Mortgagee. Robert S. Marx and Clayton F. Butler, Attorneys for Assignee of Mortgagee, 44 Michigan Avenue, Detroit, Michigan. [194,32,358,399]
notice-body: 4861 — 21352 MORTGAGE SALE — Default has been made in the conditions of a mortgage made by JESSE P. CAMPBELL and MILDRED M. CAMPBELL, and ALICE CAMPBELL, his wife, to UNION TRUST COMPANY, a Michigan Corporation, dated August 25, 1923, and recorded on September 18, 1923, in Liber 24 of Mortgages, on page 102, Oakland County Records, Michigan, and assigned by said Mortgagee to METROPOLITAN LIFE INSURANCE COMPANY, a New York Corporation, by an assignment dated October 10, 1923, and recorded on October 12, 1923, in Liber 307 of Mortgages, on Page 182, Oakland County Records, Michigan, on which mortgage there is claimed to be due at the date hereof the sum of SIX THOUSAND SIX HUNDRED FIFTY-EIGHT AND 87/100 Dollars ($6,658.87). Under the power of sale contained in said mortgage and the statute in such case made and provided, notice is hereby given that said mortgage will be foreclosed by a sale of the mortgaged premises, or some part of them, at public vendue, on Wednesday, June 10, 1936, at 11:00 o'clock A. M., Eastern Standard Time, at the Saginaw Street entrance to the Court House in Pontiac, Michigan. Said premises are situated in Royal Oak, Oakland County, Michigan, and are described as: Lot 31 of Beck's Subdivision of a part of the northeast quarter of Section 16, Royal Oak Twp., town 1 north range 11 east, according to the plat thereof as recorded in Liber 14, page 23, Plats, Oakland County Records. Dated: March 11, 1936. METROPOLITAN LIFE INSURANCE COMPANY, A New York Corporation. Prescott, Coulter, Campbell and Baxter, Attorneys, 1912 Union Guardian Building, Detroit, Michigan. [1054,120,1218,434]
notice-divider [1071,106,1202,107]
legal-notice [366,1034,529,1329]
notice-run-dates: March 12-Apr. 23 [992,291,1046,300]
feature-ladysmith [1055,755,1218,1042]
notice-heading: MILLER, BALDWIN AND BOOS, ATTORNEYS, 617 PENOBSCOT BLDG., DETROIT, MICHIGAN. [22,585,186,612]
legal-notice [883,999,1046,1267]
notice-heading: HAROLD E. HOWLETT, ATTORNEY, 605 PONTIAC BANK BLDG., PONTIAC, MICHIGAN. [538,961,702,989]
notice-heading: ORDER OF APPEARANCE NO. D-1494. STATE OF MICHIGAN, COUNTY OF OAKLAND, SS. [882,1005,1046,1024]
column-5 [707,32,879,1740]
notice-divider [555,947,686,948]
page-number: Page Seven [1164,9,1222,21]
notice-body: MORTGAGE SALE. Defaults having been made (and such defaults having continued for more than ninety days) in the conditions of a certain mortgage made by Catharine Van Riper, widow, surviving spouse of Bernard Van Riper, her husband, deceased, of the City of Pontiac, Oakland County, Michigan, to HOME OWNERS' LOAN CORPORATION, a Corporation organized under the laws of the United States of America, dated August 3rd, 1934, and recorded in the office of the Register of Deeds for Oakland County, Michigan, on August 23rd 1934, in Liber 733 of Mortgages, on Pages 7-8, and said mortgagee having elected under the terms of said mortgage to declare the entire principal and accrued interest thereon due, which election it does hereby exercise, pursuant to which there is claimed to be due and unpaid on said mortgage at the date of this notice for principal and interest the sum of Eighteen Hundred One and 17/100 Dollars ($1801.17) and no suit or proceeding at law or in equity having been instituted to recover the debt secured by said mortgage or any part thereof; NOW, THEREFORE, by virtue of the power of sale contained in said mortgage and pursuant to the Statutes of the State of Michigan in such case made and provided, NOTICE IS HEREBY GIVEN that on Saturday, July 11th, 1936 at ten o'clock in the forenoon, Eastern Standard Time at the Easterly entrance to the Court House in the City of Pontiac, County of Oakland, Michigan (that being the place of [366,1059,530,1329]
notice-run-dates: Mar. 26-June 18 [136,1069,186,1078]
feature-title: Ladysmith's Defense Was Achievement of Boer War [1061,754,1211,784]
notice-number: 1527-H-1501 [147,577,186,586]
notice-heading: ROBERT S. MARX AND CLAYTON F. BUTLER, ATTORNEYS, 44 MICHIGAN AVENUE, DETROIT, MICHIGAN. [22,1095,186,1122]
notice-heading: T4354 LAWRENCE ROTHENBERG, ATTORNEY, 1626 WOODWARD AVENUE, HIGHLAND PARK, MICHIGAN. [194,1184,358,1212]
notice-number: 1519 [343,837,358,846]
notice-body: 2845 74735 MORTGAGE SALE — Default has been made in the conditions of a mortgage made by PONTIAC CONSTRUCTION COMPANY, a Michigan corporation, to METROPOLITAN LIFE INSURANCE COMPANY, a New York corporation, dated February 25, 1927, and recorded on March 7, 1927, in Liber 459 of Mortgages, on page 556, Oakland County Records, Michigan, and assigned by said Mortgagee to METROPOLITAN LIFE INSURANCE COMPANY, a New York Corporation, by an assignment dated March 20, 1927, and recorded on March 30, 1927, in Liber 464 of Mortgages, on Page 26, Oakland County Records, Michigan, on which mortgage there is claimed to be due at the date hereof the sum of TWO THOUSAND FIVE HUNDRED SIXTY-ONE AND 38/100 Dollars ($2,561.38). Under the power of sale contained in said mortgage and the statute in such case made and provided, notice is hereby given that said mortgage will be foreclosed by a sale of the mortgaged premises, or some part of them, at public vendue, on Wednesday, June 10, 1936, at 11:00 o'clock A. M. Eastern Standard Time, at the Court House in Pontiac, Michigan. Said premises are situated in Pontiac, Oakland County, Michigan, and are described as: Lot numbered Four Hundred Fifteen (415) INDIAN VILLAGE, a Subdivision of part of Southwest quarter of Section 20, Town 3 North, Range 10 East, according to the plat thereof as recorded in Liber 23 at page 6 of Plats, Oakland County Records. Dated: March 11, 1936. METROPOLITAN LIFE INSURANCE COMPANY, A New York Corporation, Prescott, Coulter, Campbell and Baxter, Attorneys, 1912 Union Guardian Building, Detroit, Michigan. [194,845,358,1159]
notice-number: 1531 [515,1034,530,1043]
notice-number: 1524 [515,712,530,721]
notice-body: Loan No. 125973 H-421. MORTGAGE SALE — Default has been made in the conditions of a mortgage made by SOUTH HURLBURT, INCORPORATED, a Michigan corporation, to UNION TRUST COMPANY, a Michigan Corporation, the name of which was changed to Union Guardian Trust Company on March 31, 1930, dated January 23, 1930, and recorded on January 27, 1930, in Liber 425 of Mortgages, on page 534-7, Oakland County Records, Michigan, and assigned by said Mortgagee to METROPOLITAN LIFE INSURANCE COMPANY, a New York Corporation, by an assignment dated April 1, 1930, and recorded on April 22, 1930, in Liber 426 of Mortgages, on Page 517-8, Oakland County Records, Michigan, on which mortgage there is claimed to be due at the date hereof the sum of TWO THOUSAND SEVEN HUNDRED NINETY-NINE AND 19/100 Dollars ($2,799.19). Under the power of sale contained in said mortgage and the statute in such case made and provided, notice is hereby given that said mortgage will be foreclosed by a sale of the mortgaged premises, or some part of them, at public vendue, on Monday, June 8, 1936, at 11:00 o'clock A. M., Eastern Standard Time, at the Saginaw Street entrance to the Court House in Pontiac, Michigan. Said premises are situated in Royal Oak, Oakland County, Michigan, and are described as: Lot 7, of Browne's Subdivision, of part of the S. E. ¼ of Section 16, T. 1 N., R. 11 E., Michigan, according to the plat thereof as recorded in Liber 13 of Plats on page 9, Oakland County Records. Dated: March 11, 1936. METROPOLITAN LIFE INSURANCE COMPANY, A New York Corporation. Bulkley, Ledyard, Dickinson & Wright, Attorneys, 2300 Union Guardian Building, Detroit, Michigan. [710,191,874,515]
notice-body: STATE OF MICHIGAN CIRCUIT COURT FOR THE COUNTY OF OAKLAND IN CHANCERY. Charles W. Hamilton, as administrator of the Estate of Harris G. McMillin, Deceased, Plaintiff, vs. Agnes Taft Root, Lucy Taft Gardner, William Taft, Aaron Taft, Orilla Taft Weeks, Caroline Taft Deyoe, Fred Root, Mark Gardner, Camilla Pearce, Wm. Guy Taft, Gerald Taft, Fred Taft, Gregg Taft, Ida Taft, Howard Taft, Leonard Taft or their unknown heirs, devisees, legatees and assigns, Defendants. No. 19903. AT A SESSION of said court held at the Court House in the City of Pontiac, in said county on the 10th day of March, A. D. 1936. PRESENT: Hon. George B. Hartrick, Circuit Judge. On reading and filing the bill of complaint in said cause and the affidavit of Charles W. Hamilton attached thereto, from which it satisfactorily appears to the court that the defendants above named, or their unknown heirs, devisees, legatees and assigns, are proper and necessary parties defendant in the above entitled cause, and; It further appearing that after diligent search and inquiry it cannot be ascertained, and it is not known whether or not all of said defendants are living or dead, or where any of them may reside if living, and, if dead, whether they have personal representatives or heirs living or where they or some of them may reside, and further that the present whereabouts of said defendants are unknown, and that the names of the persons who are included therein without being named, but who are embraced therein under the title of unknown heirs, devisees, legatees and assigns, can not be ascertained after diligent search and inquiry; On motion of Yerkes & Britton, attorneys for plaintiff, IT IS ORDERED that said defendants and their unknown heirs, devisees, legatees and assigns, cause their appearance to be entered in this cause within three months from the date of this order, and in default thereof that said bill of complaint be taken as confessed by the said defendants, their unknown heirs, devisees, legatees and assigns. It is further ordered that within twenty days plaintiff cause a copy of this order to be published in the Farmington Enterprise, a newspaper printed, published and circulated in said county, such pub- [710,898,874,1293]
